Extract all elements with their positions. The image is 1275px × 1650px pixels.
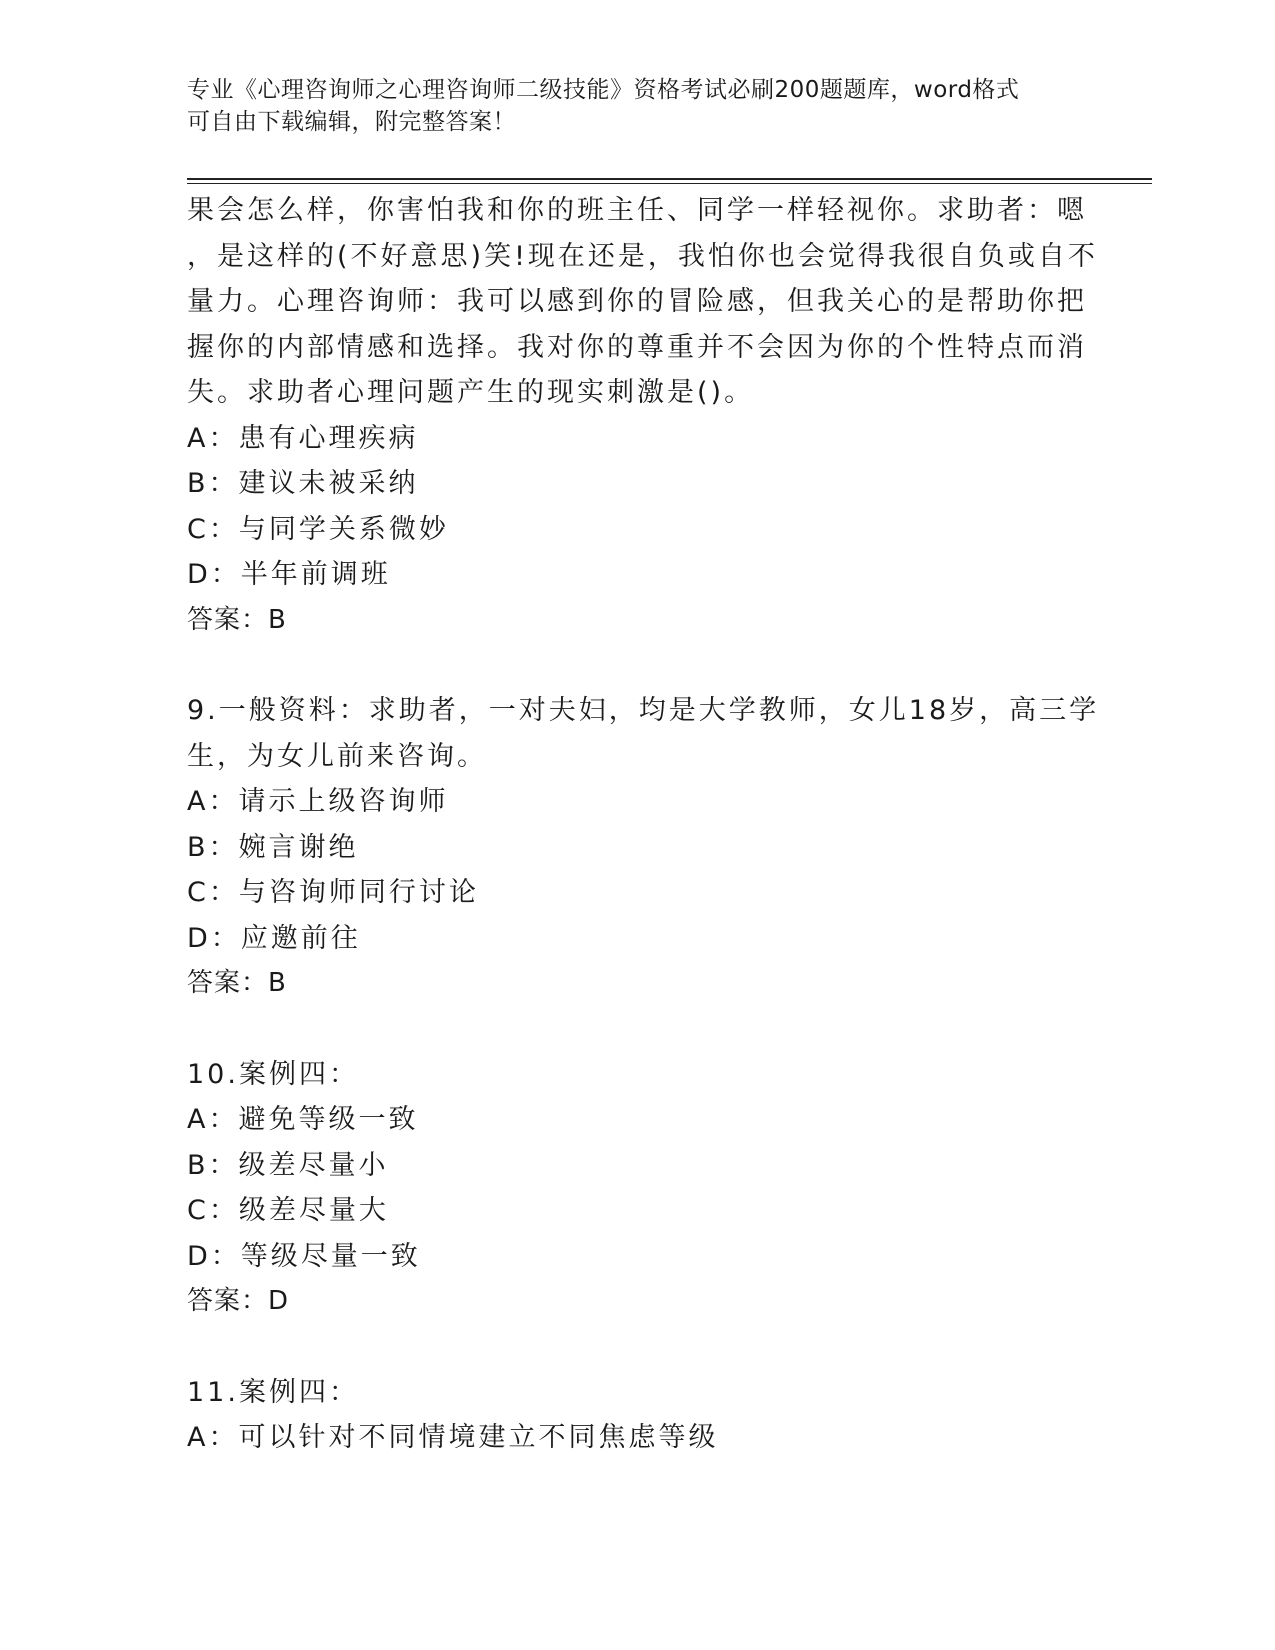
header-title-line-2: 可自由下载编辑，附完整答案！	[187, 109, 516, 135]
option-a: A：避免等级一致	[187, 1104, 419, 1135]
answer-label: 答案：D	[187, 1286, 290, 1316]
question-stem-line: 果会怎么样，你害怕我和你的班主任、同学一样轻视你。求助者：嗯	[187, 195, 1087, 226]
header-divider-thick	[187, 178, 1152, 180]
question-stem-line: 生，为女儿前来咨询。	[187, 740, 487, 772]
question-stem-line: 握你的内部情感和选择。我对你的尊重并不会因为你的个性特点而消	[187, 331, 1087, 363]
option-b: B：级差尽量小	[187, 1149, 389, 1181]
question-11	[187, 1370, 1087, 1461]
option-a: A：可以针对不同情境建立不同焦虑等级	[187, 1422, 719, 1453]
option-a: A：请示上级咨询师	[187, 786, 449, 817]
question-stem-line: 11.案例四：	[187, 1376, 359, 1408]
option-d: D：半年前调班	[187, 559, 391, 590]
option-c: C：与咨询师同行讨论	[187, 877, 479, 908]
question-stem-line: ，是这样的(不好意思)笑!现在还是，我怕你也会觉得我很自负或自不	[187, 240, 1098, 272]
answer-label: 答案：B	[187, 968, 287, 998]
spacer	[187, 1007, 1087, 1052]
spacer	[187, 1325, 1087, 1370]
question-stem-line: 量力。心理咨询师：我可以感到你的冒险感，但我关心的是帮助你把	[187, 286, 1087, 317]
question-9	[187, 688, 1100, 1007]
question-stem-line: 失。求助者心理问题产生的现实刺激是()。	[187, 377, 755, 408]
question-stem-line: 10.案例四：	[187, 1058, 359, 1090]
question-8	[187, 188, 1098, 643]
option-b: B：婉言谢绝	[187, 831, 359, 863]
option-d: D：等级尽量一致	[187, 1240, 421, 1272]
option-c: C：与同学关系微妙	[187, 513, 449, 545]
option-d: D：应邀前往	[187, 922, 361, 954]
document-header	[187, 74, 1087, 138]
spacer	[187, 643, 1087, 688]
header-title-line-1: 专业《心理咨询师之心理咨询师二级技能》资格考试必刷200题题库，word格式	[187, 77, 1020, 103]
question-stem-line: 9.一般资料：求助者，一对夫妇，均是大学教师，女儿18岁，高三学	[187, 695, 1100, 726]
answer-label: 答案：B	[187, 604, 287, 635]
question-10	[187, 1052, 1087, 1325]
option-c: C：级差尽量大	[187, 1195, 389, 1226]
option-a: A：患有心理疾病	[187, 422, 419, 454]
header-divider-thin	[187, 183, 1152, 184]
question-list	[187, 188, 1100, 1461]
option-b: B：建议未被采纳	[187, 468, 419, 499]
